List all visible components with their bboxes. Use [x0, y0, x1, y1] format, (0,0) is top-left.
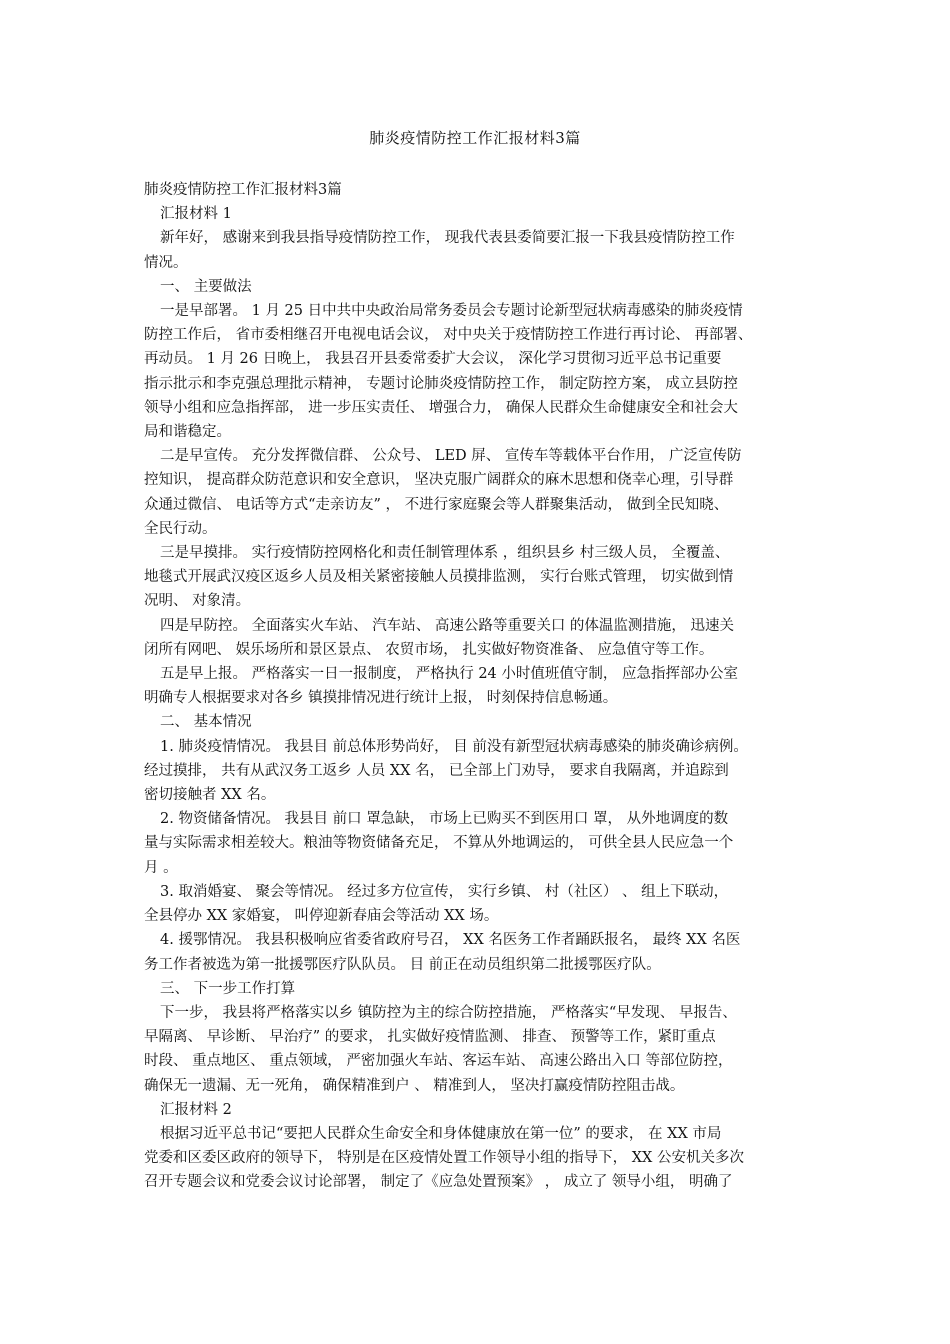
text-line: 三是早摸排。 实行疫情防控网格化和责任制管理体系 ，组织县乡 村三级人员， 全覆盖、 — [160, 545, 730, 562]
text-line: 召开专题会议和党委会议讨论部署， 制定了《应急处置预案》 ， 成立了 领导小组， 明确了 — [144, 1174, 733, 1191]
text-line: 务工作者被选为第一批援鄂医疗队队员。 目 前正在动员组织第二批援鄂医疗队。 — [144, 956, 661, 973]
text-line: 况明、 对象清。 — [144, 593, 251, 610]
text-line: 汇报材料 2 — [160, 1101, 232, 1118]
text-line: 新年好， 感谢来到我县指导疫情防控工作， 现我代表县委简要汇报一下我县疫情防控工作 — [160, 230, 735, 247]
text-line: 党委和区委区政府的领导下， 特别是在区疫情处置工作领导小组的指导下， XX 公安机关多次 — [144, 1150, 744, 1167]
text-line: 指示批示和李克强总理批示精神， 专题讨论肺炎疫情防控工作， 制定防控方案， 成立县防控 — [144, 375, 738, 392]
text-line: 下一步， 我县将严格落实以乡 镇防控为主的综合防控措施， 严格落实“早发现、 早报告、 — [160, 1004, 737, 1021]
text-line: 经过摸排， 共有从武汉务工返乡 人员 XX 名， 已全部上门劝导， 要求自我隔离，并追踪到 — [144, 762, 729, 779]
text-line: 控知识， 提高群众防范意识和安全意识， 坚决克服广阔群众的麻木思想和侥幸心理，引导群 — [144, 472, 734, 489]
text-line: 二、 基本情况 — [160, 714, 252, 731]
text-line: 二是早宣传。 充分发挥微信群、 公众号、 LED 屏、 宣传车等载体平台作用， 广泛宣传防 — [160, 448, 742, 465]
document-body — [144, 178, 814, 1195]
text-line: 一、 主要做法 — [160, 278, 252, 295]
text-line: 3. 取消婚宴、 聚会等情况。 经过多方位宣传， 实行乡镇、 村（社区） 、 组上下联动， — [160, 883, 729, 900]
text-line: 地毯式开展武汉疫区返乡人员及相关紧密接触人员摸排监测， 实行台账式管理， 切实做到情 — [144, 569, 734, 586]
text-line: 三、 下一步工作打算 — [160, 980, 296, 997]
text-line: 明确专人根据要求对各乡 镇摸排情况进行统计上报， 时刻保持信息畅通。 — [144, 690, 618, 707]
text-line: 汇报材料 1 — [160, 206, 232, 223]
text-line: 时段、 重点地区、 重点领域， 严密加强火车站、客运车站、 高速公路出入口 等部位防控， — [144, 1053, 733, 1070]
text-line: 全县停办 XX 家婚宴， 叫停迎新春庙会等活动 XX 场。 — [144, 908, 499, 925]
text-line: 一是早部署。 1 月 25 日中共中央政治局常务委员会专题讨论新型冠状病毒感染的肺炎疫情 — [160, 303, 743, 320]
text-line: 肺炎疫情防控工作汇报材料3篇 — [144, 182, 342, 198]
text-line: 确保无一遗漏、无一死角， 确保精准到户 、 精准到人， 坚决打赢疫情防控阻击战。 — [144, 1077, 685, 1094]
text-line: 局和谐稳定。 — [144, 424, 231, 441]
text-line: 情况。 — [144, 254, 188, 271]
text-line: 量与实际需求相差较大。粮油等物资储备充足， 不算从外地调运的， 可供全县人民应急一个 — [144, 835, 734, 852]
text-line: 五是早上报。 严格落实一日一报制度， 严格执行 24 小时值班值守制， 应急指挥部办公室 — [160, 666, 738, 683]
text-line: 防控工作后， 省市委相继召开电视电话会议， 对中央关于疫情防控工作进行再讨论、 再部署、 — [144, 327, 753, 344]
text-line: 2. 物资储备情况。 我县目 前口 罩急缺， 市场上已购买不到医用口 罩， 从外地调度的数 — [160, 811, 729, 828]
text-line: 全民行动。 — [144, 520, 217, 537]
text-line: 月 。 — [144, 859, 178, 876]
text-line: 再动员。 1 月 26 日晚上， 我县召开县委常委扩大会议， 深化学习贯彻习近平总书记重要 — [144, 351, 722, 368]
text-line: 密切接触者 XX 名。 — [144, 787, 276, 804]
document-title: 肺炎疫情防控工作汇报材料3篇 — [369, 129, 581, 147]
text-line: 1. 肺炎疫情情况。 我县目 前总体形势尚好， 目 前没有新型冠状病毒感染的肺炎确诊病例。 — [160, 738, 748, 755]
text-line: 闭所有网吧、 娱乐场所和景区景点、 农贸市场， 扎实做好物资准备、 应急值守等工作。 — [144, 641, 714, 658]
text-line: 4. 援鄂情况。 我县积极响应省委省政府号召， XX 名医务工作者踊跃报名， 最终 XX 名医 — [160, 932, 741, 949]
text-line: 领导小组和应急指挥部， 进一步压实责任、 增强合力， 确保人民群众生命健康安全和社会大 — [144, 399, 738, 416]
text-line: 早隔离、 早诊断、 早治疗” 的要求， 扎实做好疫情监测、 排查、 预警等工作，紧盯重点 — [144, 1029, 716, 1046]
text-line: 四是早防控。 全面落实火车站、 汽车站、 高速公路等重要关口 的体温监测措施， 迅速关 — [160, 617, 735, 634]
text-line: 众通过微信、 电话等方式“走亲访友” ， 不进行家庭聚会等人群聚集活动， 做到全民知晓、 — [144, 496, 729, 513]
text-line: 根据习近平总书记“要把人民群众生命安全和身体健康放在第一位” 的要求， 在 XX 市局 — [160, 1125, 722, 1142]
